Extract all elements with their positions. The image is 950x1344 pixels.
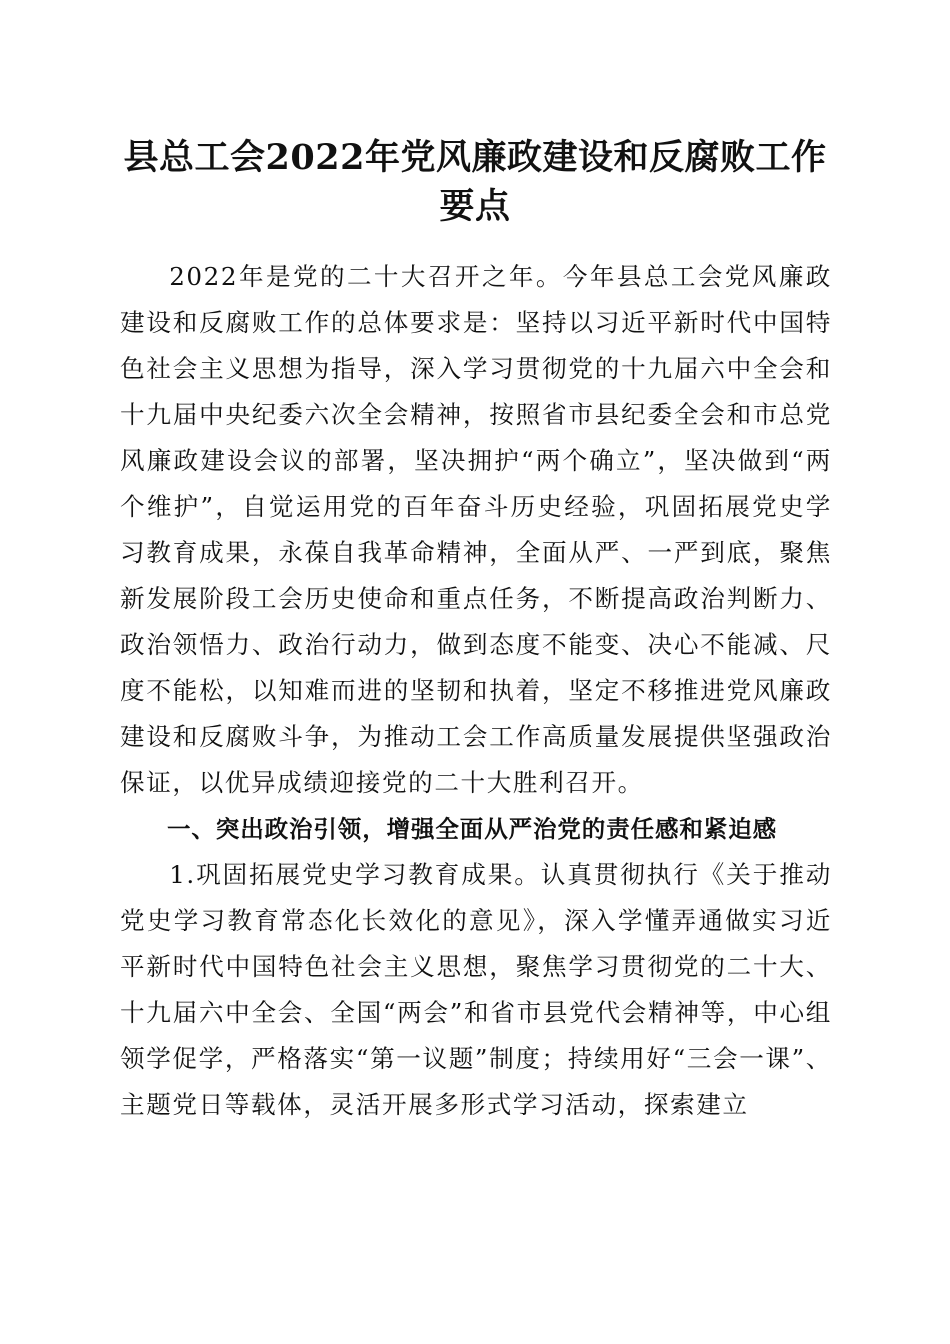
section-heading: 一、突出政治引领，增强全面从严治党的责任感和紧迫感	[167, 815, 777, 843]
document-body	[120, 254, 832, 1128]
document-title: 县总工会2022年党风廉政建设和反腐败工作要点	[123, 137, 827, 227]
intro-paragraph: 2022年是党的二十大召开之年。今年县总工会党风廉政建设和反腐败工作的总体要求是：坚持以习近平新时代中国特色社会主义思想为指导，深入学习贯彻党的十九届六中全会和十九届中央纪委六次全会精神，按照省市县纪委全会和市总党风廉政建设会议的部署，坚决拥护“两个确立”，坚决做到“两个维护”，自觉运用党的百年奋斗历史经验，巩固拓展党史学习教育成果，永葆自我革命精神，全面从严、一严到底，聚焦新发展阶段工会历史使命和重点任务，不断提高政治判断力、政治领悟力、政治行动力，做到态度不能变、决心不能减、尺度不能松，以知难而进的坚韧和执着，坚定不移推进党风廉政建设和反腐败斗争，为推动工会工作高质量发展提供坚强政治保证，以优异成绩迎接党的二十大胜利召开。	[120, 262, 832, 797]
section-item-paragraph: 1.巩固拓展党史学习教育成果。认真贯彻执行《关于推动党史学习教育常态化长效化的意见》，深入学懂弄通做实习近平新时代中国特色社会主义思想，聚焦学习贯彻党的二十大、十九届六中全会、全国“两会”和省市县党代会精神等，中心组领学促学，严格落实“第一议题”制度；持续用好“三会一课”、主题党日等载体，灵活开展多形式学习活动，探索建立	[120, 860, 832, 1119]
